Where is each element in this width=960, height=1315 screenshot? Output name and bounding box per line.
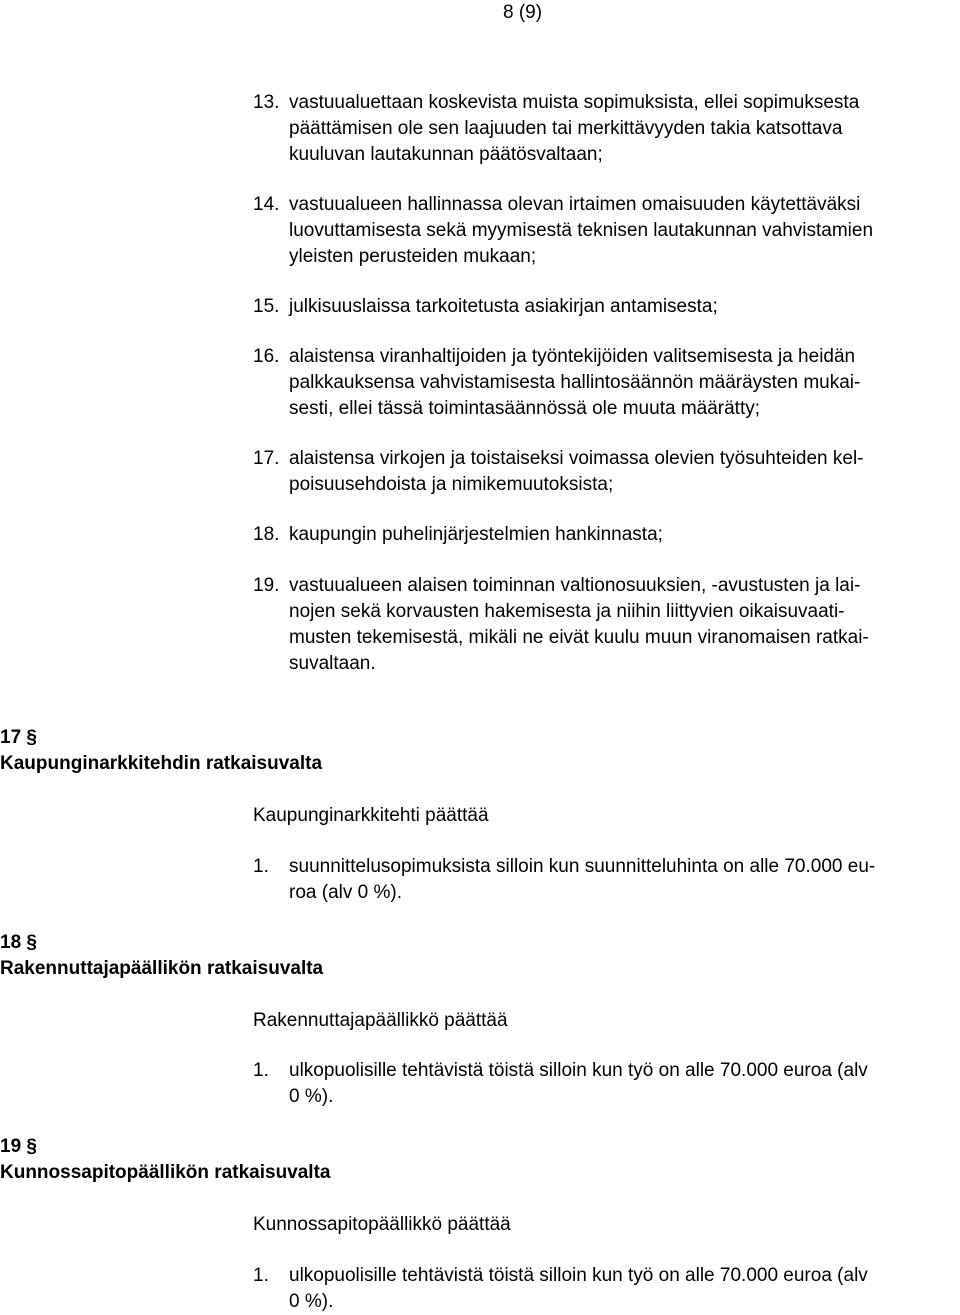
section-title: Rakennuttajapäällikön ratkaisuvalta: [0, 958, 324, 979]
section-number: 18 §: [0, 932, 37, 953]
item-number: 1.: [253, 1265, 269, 1286]
item-line: nojen sekä korvausten hakemisesta ja niihin liittyvien oikaisuvaati-: [289, 601, 845, 622]
item-line: ulkopuolisille tehtävistä töistä silloin kun työ on alle 70.000 euroa (alv: [289, 1265, 868, 1286]
item-line: poisuusehdoista ja nimikemuutoksista;: [289, 474, 614, 495]
section-heading-18: [0, 930, 323, 982]
item-line: julkisuuslaissa tarkoitetusta asiakirjan antamisesta;: [289, 296, 718, 317]
item-line: suvaltaan.: [289, 653, 376, 674]
item-line: vastuualuettaan koskevista muista sopimuksista, ellei sopimuksesta: [289, 92, 860, 113]
section-heading-19: [0, 1134, 330, 1186]
list-item-16: [253, 344, 958, 422]
item-line: päättämisen ole sen laajuuden tai merkittävyyden takia katsottava: [289, 118, 843, 139]
item-line: musten tekemisestä, mikäli ne eivät kuulu muun viranomaisen ratkai-: [289, 627, 869, 648]
item-number: 13.: [253, 92, 280, 113]
item-number: 18.: [253, 524, 280, 545]
item-line: alaistensa virkojen ja toistaiseksi voimassa olevien työsuhteiden kel-: [289, 448, 864, 469]
item-line: luovuttamisesta sekä myymisestä teknisen lautakunnan vahvistamien: [289, 220, 874, 241]
item-line: 0 %).: [289, 1086, 334, 1107]
section-list-item: [253, 854, 958, 906]
item-line: alaistensa viranhaltijoiden ja työntekijöiden valitsemisesta ja heidän: [289, 346, 856, 367]
item-number: 1.: [253, 856, 269, 877]
item-line: vastuualueen alaisen toiminnan valtionosuuksien, -avustusten ja lai-: [289, 575, 861, 596]
section-number: 17 §: [0, 727, 37, 748]
item-line: ulkopuolisille tehtävistä töistä silloin kun työ on alle 70.000 euroa (alv: [289, 1060, 868, 1081]
decider-line: Kaupunginarkkitehti päättää: [253, 805, 489, 826]
list-item-13: [253, 90, 958, 168]
decider-line: Rakennuttajapäällikkö päättää: [253, 1010, 508, 1031]
section-title: Kunnossapitopäällikön ratkaisuvalta: [0, 1162, 331, 1183]
item-line: roa (alv 0 %).: [289, 882, 402, 903]
item-line: suunnittelusopimuksista silloin kun suunnitteluhinta on alle 70.000 eu-: [289, 856, 876, 877]
list-item-19: [253, 573, 958, 677]
section-list-item: [253, 1263, 958, 1315]
decider-line: Kunnossapitopäällikkö päättää: [253, 1214, 511, 1235]
item-number: 19.: [253, 575, 280, 596]
item-line: kaupungin puhelinjärjestelmien hankinnasta;: [289, 524, 663, 545]
item-number: 16.: [253, 346, 280, 367]
item-line: palkkauksensa vahvistamisesta hallintosäännön määräysten mukai-: [289, 372, 861, 393]
item-line: 0 %).: [289, 1291, 334, 1312]
item-number: 14.: [253, 194, 280, 215]
item-line: yleisten perusteiden mukaan;: [289, 246, 537, 267]
section-list-item: [253, 1058, 958, 1110]
item-number: 17.: [253, 448, 280, 469]
item-line: kuuluvan lautakunnan päätösvaltaan;: [289, 144, 603, 165]
list-item-14: [253, 192, 958, 270]
section-title: Kaupunginarkkitehdin ratkaisuvalta: [0, 753, 323, 774]
page-number: 8 (9): [503, 2, 543, 23]
item-line: sesti, ellei tässä toimintasäännössä ole muuta määrätty;: [289, 398, 761, 419]
item-number: 15.: [253, 296, 280, 317]
item-number: 1.: [253, 1060, 269, 1081]
list-item-18: [253, 522, 958, 548]
list-item-15: [253, 294, 958, 320]
list-item-17: [253, 446, 958, 498]
section-number: 19 §: [0, 1136, 37, 1157]
item-line: vastuualueen hallinnassa olevan irtaimen omaisuuden käytettäväksi: [289, 194, 861, 215]
section-heading-17: [0, 725, 322, 777]
